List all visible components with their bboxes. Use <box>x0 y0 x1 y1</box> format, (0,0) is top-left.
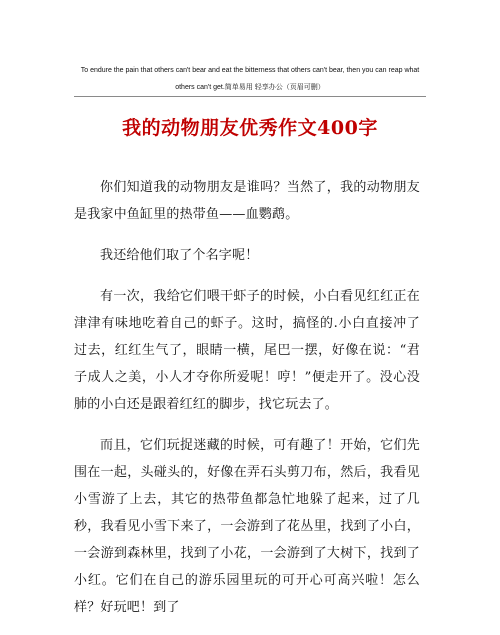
page-header: To endure the pain that others can't bear and eat the bitterness that others can't bear, then you can reap what others can't get.简单易用 轻享办公（页眉可删） <box>80 67 420 91</box>
header-divider <box>74 96 426 97</box>
paragraph: 你们知道我的动物朋友是谁吗？当然了，我的动物朋友是我家中鱼缸里的热带鱼——血鹦鹉。 <box>74 180 420 222</box>
article-title: 我的动物朋友优秀作文400字 <box>122 117 378 139</box>
paragraph: 我还给他们取了个名字呢！ <box>100 248 259 263</box>
paragraph: 而且，它们玩捉迷藏的时候，可有趣了！开始，它们先围在一起，头碰头的，好像在弄石头剪刀布，然后，我看见小雪游了上去，其它的热带鱼都急忙地躲了起来，过了几秒，我看见小雪下来了，一会游到了花丛里，找到了小白，一会游到森林里，找到了小花，一会游到了大树下，找到了小红。它们在自己的游乐园里玩的可开心可高兴啦！怎么样？好玩吧！到了 <box>74 438 420 615</box>
paragraph: 有一次，我给它们喂干虾子的时候，小白看见红红正在津津有味地吃着自己的虾子。这时，搞怪的.小白直接冲了过去，红红生气了，眼睛一横，尾巴一摆，好像在说：“君子成人之美，小人才夺你所爱呢！哼！”便走开了。没心没肺的小白还是跟着红红的脚步，找它玩去了。 <box>74 289 420 412</box>
